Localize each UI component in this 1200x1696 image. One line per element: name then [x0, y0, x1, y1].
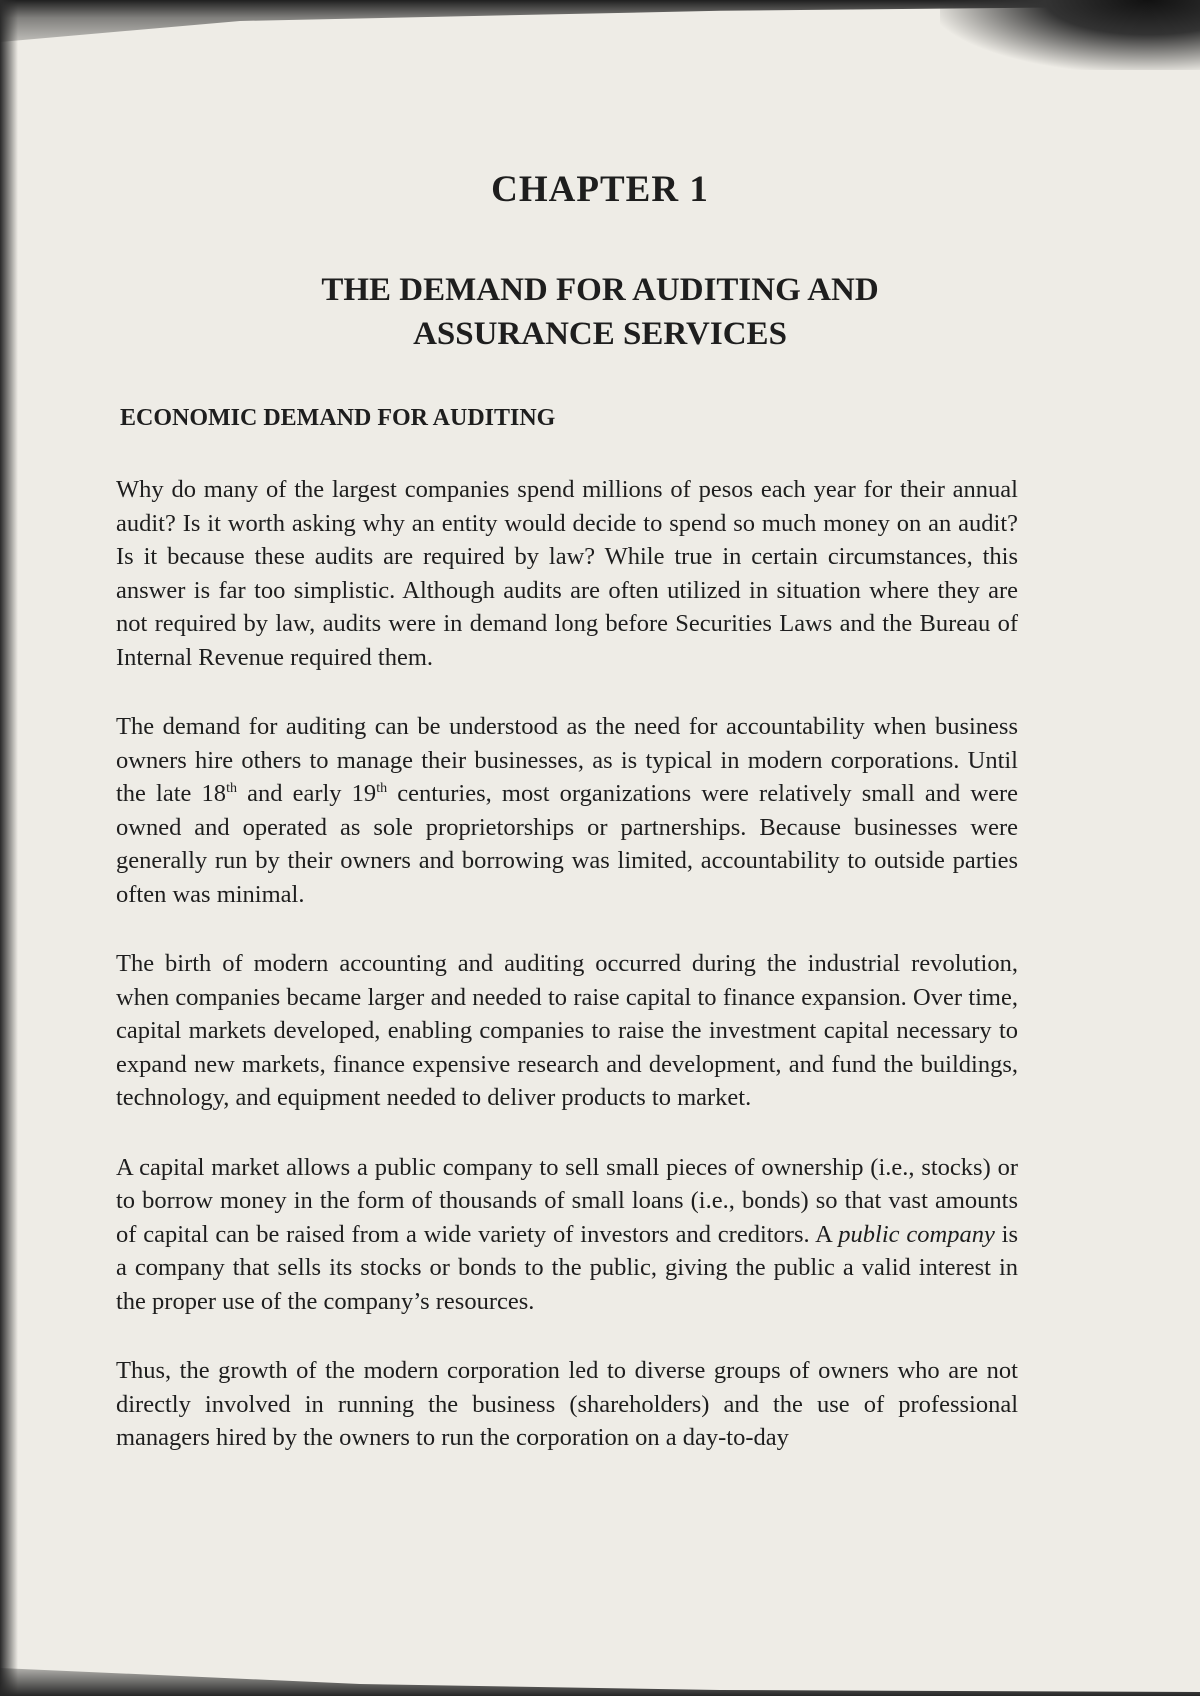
defined-term: public company [838, 1220, 995, 1248]
paragraph-3: The birth of modern accounting and auditing occurred during the industrial revolution, when companies became larger and needed to raise capital to finance expansion. Over time, capital markets developed, enabling companies to raise the investment capital necessary to expand new markets, finance expensive research and development, and fund the buildings, technology, and equipment needed to deliver products to market. [116, 950, 1018, 1111]
paragraph-4 [116, 1151, 1018, 1319]
paragraph-2-text-c: centuries, most organizations were relatively small and were owned and operated as sole proprietorships or partnerships. Because businesses were generally run by their owners and borrowing was limited, accountability to outside parties often was minimal. [116, 780, 1019, 908]
chapter-label: CHAPTER 1 [491, 169, 709, 210]
paragraph-5: Thus, the growth of the modern corporation led to diverse groups of owners who are not directly involved in running the business (shareholders) and the use of professional managers hired by the owners to run the corporation on a day-to-day [116, 1357, 1018, 1451]
page-edge-shadow-bottom [0, 1656, 1200, 1696]
body-text [116, 473, 1018, 1491]
paragraph-2 [116, 710, 1018, 911]
paragraph-2-text-a: The demand for auditing can be understood as the need for accountability when business owners hire others to manage their businesses, as is typical in modern corporations. Until the late 18 [116, 713, 1018, 807]
chapter-title-line-2: ASSURANCE SERVICES [413, 316, 787, 352]
paragraph-4-text-b: is a company that sells its stocks or bonds to the public, giving the public a valid interest in the proper use of the company’s resources. [116, 1220, 1019, 1315]
paragraph-1: Why do many of the largest companies spend millions of pesos each year for their annual audit? Is it worth asking why an entity would decide to spend so much money on an audit? Is it because these audits are required by law? While true in certain circumstances, this answer is far too simplistic. Although audits are often utilized in situation where they are not required by law, audits were in demand long before Securities Laws and the Bureau of Internal Revenue required them. [116, 476, 1018, 671]
paragraph-2-text-b: and early 19 [236, 780, 377, 807]
page-edge-shadow-left [0, 0, 18, 1696]
page-edge-shadow-corner [940, 0, 1200, 70]
ordinal-suffix: th [226, 780, 237, 796]
chapter-title [0, 268, 1200, 356]
ordinal-suffix: th [376, 780, 388, 796]
chapter-title-line-1: THE DEMAND FOR AUDITING AND [321, 272, 879, 308]
paragraph-4-text-a: A capital market allows a public company to sell small pieces of ownership (i.e., stocks) or to borrow money in the form of thousands of small loans (i.e., bonds) so that vast amounts of capital can be raised from a wide variety of investors and creditors. A [116, 1153, 1018, 1248]
section-heading: ECONOMIC DEMAND FOR AUDITING [120, 405, 556, 431]
